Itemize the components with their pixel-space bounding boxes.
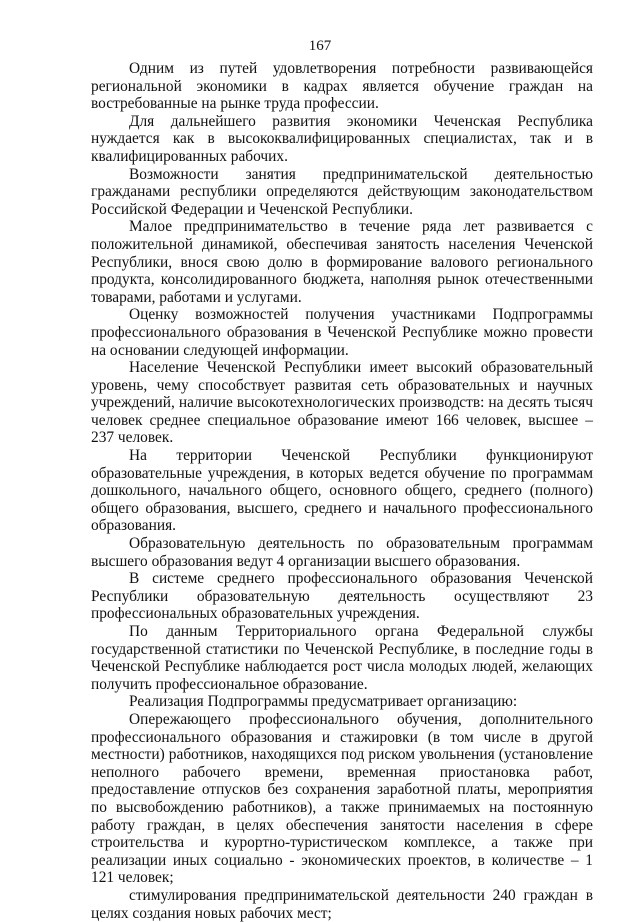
paragraph: Население Чеченской Республики имеет высокий образовательный уровень, чему способствует развитая сеть образовательных и научных учреждений, наличие высокотехнологических производств: на десять тысяч человек среднее специальное образование имеют 166 человек, высшее – 237 человек. bbox=[91, 359, 593, 447]
paragraph: В системе среднего профессионального образования Чеченской Республики образовательную деятельность осуществляют 23 профессиональных образовательных учреждения. bbox=[91, 570, 593, 623]
paragraph: Оценку возможностей получения участниками Подпрограммы профессионального образования в Чеченской Республике можно провести на основании следующей информации. bbox=[91, 306, 593, 359]
paragraph: Для дальнейшего развития экономики Чеченская Республика нуждается как в высококвалифицированных специалистах, так и в квалифицированных рабочих. bbox=[91, 112, 593, 165]
document-body bbox=[91, 60, 593, 922]
paragraph: Образовательную деятельность по образовательным программам высшего образования ведут 4 организации высшего образования. bbox=[91, 535, 593, 570]
paragraph: стимулирования предпринимательской деятельности 240 граждан в целях создания новых рабочих мест; bbox=[91, 886, 593, 922]
paragraph: По данным Территориального органа Федеральной службы государственной статистики по Чеченской Республике, в последние годы в Чеченской Республике наблюдается рост числа молодых людей, желающих получить профессиональное образование. bbox=[91, 623, 593, 693]
paragraph: Опережающего профессионального обучения, дополнительного профессионального образования и стажировки (в том числе в другой местности) работников, находящихся под риском увольнения (установление неполного рабочего времени, временная приостановка работ, предоставление отпусков без сохранения заработной платы, мероприятия по высвобождению работников), а также принимаемых на постоянную работу граждан, в целях обеспечения занятости населения в сфере строительства и курортно-туристическом комплексе, а также при реализации иных социально - экономических проектов, в количестве – 1 121 человек; bbox=[91, 710, 593, 887]
page-number: 167 bbox=[308, 38, 332, 54]
paragraph: На территории Чеченской Республики функционируют образовательные учреждения, в которых ведется обучение по программам дошкольного, начального общего, основного общего, среднего (полного) общего образования, высшего, среднего и начального профессионального образования. bbox=[91, 447, 593, 535]
paragraph: Малое предпринимательство в течение ряда лет развивается с положительной динамикой, обеспечивая занятость населения Чеченской Республики, внося свою долю в формирование валового регионального продукта, консолидированного бюджета, наполняя рынок отечественными товарами, работами и услугами. bbox=[91, 218, 593, 306]
paragraph: Возможности занятия предпринимательской деятельностью гражданами республики определяются действующим законодательством Российской Федерации и Чеченской Республики. bbox=[91, 165, 593, 218]
paragraph: Реализация Подпрограммы предусматривает организацию: bbox=[129, 693, 518, 711]
paragraph: Одним из путей удовлетворения потребности развивающейся региональной экономики в кадрах является обучение граждан на востребованные на рынке труда профессии. bbox=[91, 60, 593, 113]
